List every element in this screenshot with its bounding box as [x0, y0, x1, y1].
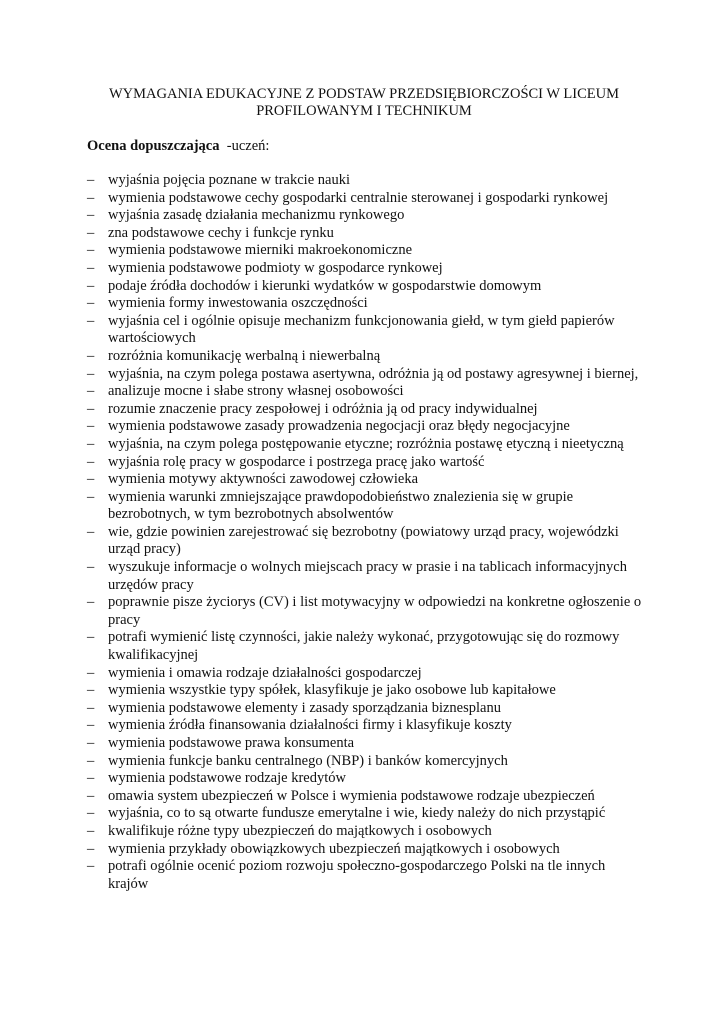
list-item-text: zna podstawowe cechy i funkcje rynku	[108, 224, 334, 241]
list-item-text: wymienia formy inwestowania oszczędności	[108, 295, 368, 312]
dash-bullet: –	[87, 805, 95, 822]
list-item-text: wymienia warunki zmniejszające prawdopodobieństwo znalezienia się w grupie bezrobotnych, w tym bezrobotnych absolwentów	[108, 488, 574, 523]
list-item	[87, 295, 647, 313]
dash-bullet: –	[87, 523, 95, 540]
list-item	[87, 841, 647, 859]
dash-bullet: –	[87, 682, 95, 699]
list-item-text: potrafi ogólnie ocenić poziom rozwoju społeczno-gospodarczego Polski na tle innych krajów	[108, 858, 606, 892]
list-item-text: wyjaśnia cel i ogólnie opisuje mechanizm funkcjonowania giełd, w tym giełd papierów wartościowych	[108, 312, 615, 347]
list-item	[87, 348, 647, 366]
dash-bullet: –	[87, 400, 95, 417]
list-item	[87, 753, 647, 771]
dash-bullet: –	[87, 365, 95, 382]
list-item	[87, 190, 647, 208]
list-item	[87, 436, 647, 454]
list-item	[87, 858, 647, 893]
dash-bullet: –	[87, 822, 95, 839]
dash-bullet: –	[87, 770, 95, 787]
list-item	[87, 489, 647, 524]
document-title	[80, 86, 648, 120]
list-item	[87, 717, 647, 735]
list-item-text: wymienia podstawowe zasady prowadzenia negocjacji oraz błędy negocjacyjne	[108, 418, 570, 435]
list-item-text: wyjaśnia pojęcia poznane w trakcie nauki	[108, 172, 350, 188]
list-item-text: analizuje mocne i słabe strony własnej osobowości	[108, 383, 404, 400]
dash-bullet: –	[87, 435, 95, 452]
list-item	[87, 788, 647, 806]
dash-bullet: –	[87, 840, 95, 857]
list-item	[87, 278, 647, 296]
dash-bullet: –	[87, 787, 95, 804]
dash-bullet: –	[87, 277, 95, 294]
list-item	[87, 471, 647, 489]
requirements-list	[87, 172, 647, 893]
list-item-text: wymienia podstawowe mierniki makroekonomiczne	[108, 242, 413, 259]
dash-bullet: –	[87, 699, 95, 716]
list-item-text: wymienia i omawia rodzaje działalności gospodarczej	[108, 664, 422, 681]
dash-bullet: –	[87, 207, 95, 224]
dash-bullet: –	[87, 189, 95, 206]
list-item-text: podaje źródła dochodów i kierunki wydatków w gospodarstwie domowym	[108, 277, 542, 294]
list-item	[87, 207, 647, 225]
list-item-text: wymienia wszystkie typy spółek, klasyfikuje je jako osobowe lub kapitałowe	[108, 682, 556, 699]
dash-bullet: –	[87, 488, 95, 505]
list-item	[87, 225, 647, 243]
grade-heading	[87, 138, 269, 155]
list-item	[87, 524, 647, 559]
list-item	[87, 418, 647, 436]
dash-bullet: –	[87, 312, 95, 329]
list-item-text: wymienia podstawowe prawa konsumenta	[108, 735, 355, 751]
list-item-text: wymienia podstawowe podmioty w gospodarce rynkowej	[108, 259, 443, 276]
list-item-text: wymienia podstawowe elementy i zasady sporządzania biznesplanu	[108, 699, 501, 716]
list-item-text: potrafi wymienić listę czynności, jakie należy wykonać, przygotowując się do rozmowy kwalifikacyjnej	[108, 629, 620, 664]
list-item-text: wyjaśnia, co to są otwarte fundusze emerytalne i wie, kiedy należy do nich przystąpić	[108, 805, 606, 822]
list-item	[87, 735, 647, 753]
list-item-text: wymienia motywy aktywności zawodowej człowieka	[108, 471, 419, 488]
dash-bullet: –	[87, 347, 95, 364]
list-item-text: rozumie znaczenie pracy zespołowej i odróżnia ją od pracy indywidualnej	[108, 400, 538, 417]
dash-bullet: –	[87, 242, 95, 259]
dash-bullet: –	[87, 418, 95, 435]
dash-bullet: –	[87, 559, 95, 576]
list-item-text: wyjaśnia rolę pracy w gospodarce i postrzega pracę jako wartość	[108, 453, 485, 470]
list-item-text: omawia system ubezpieczeń w Polsce i wymienia podstawowe rodzaje ubezpieczeń	[108, 787, 595, 804]
document-title-line-1: WYMAGANIA EDUKACYJNE Z PODSTAW PRZEDSIĘBIORCZOŚCI W LICEUM	[108, 86, 620, 102]
list-item	[87, 682, 647, 700]
dash-bullet: –	[87, 224, 95, 241]
dash-bullet: –	[87, 172, 95, 188]
list-item-text: kwalifikuje różne typy ubezpieczeń do majątkowych i osobowych	[108, 822, 492, 839]
grade-suffix: -uczeń:	[226, 138, 270, 154]
list-item	[87, 401, 647, 419]
dash-bullet: –	[87, 259, 95, 276]
dash-bullet: –	[87, 471, 95, 488]
list-item-text: wymienia funkcje banku centralnego (NBP) i banków komercyjnych	[108, 752, 508, 769]
dash-bullet: –	[87, 735, 95, 751]
list-item	[87, 665, 647, 683]
list-item-text: wyjaśnia, na czym polega postawa asertywna, odróżnia ją od postawy agresywnej i biernej,	[108, 365, 639, 382]
list-item	[87, 366, 647, 384]
list-item	[87, 700, 647, 718]
list-item	[87, 823, 647, 841]
list-item	[87, 260, 647, 278]
dash-bullet: –	[87, 295, 95, 312]
list-item	[87, 629, 647, 664]
list-item	[87, 594, 647, 629]
list-item	[87, 242, 647, 260]
list-item-text: wymienia podstawowe cechy gospodarki centralnie sterowanej i gospodarki rynkowej	[108, 189, 609, 206]
list-item-text: wyszukuje informacje o wolnych miejscach pracy w prasie i na tablicach informacyjnych urzędów pracy	[108, 559, 627, 593]
dash-bullet: –	[87, 717, 95, 734]
dash-bullet: –	[87, 383, 95, 400]
list-item	[87, 770, 647, 788]
dash-bullet: –	[87, 752, 95, 769]
list-item-text: wyjaśnia zasadę działania mechanizmu rynkowego	[108, 207, 405, 224]
list-item-text: wymienia źródła finansowania działalności firmy i klasyfikuje koszty	[108, 717, 512, 734]
list-item-text: poprawnie pisze życiorys (CV) i list motywacyjny w odpowiedzi na konkretne ogłoszenie o pracy	[108, 594, 642, 628]
list-item	[87, 454, 647, 472]
dash-bullet: –	[87, 629, 95, 646]
list-item	[87, 172, 647, 190]
dash-bullet: –	[87, 858, 95, 875]
list-item-text: wie, gdzie powinien zarejestrować się bezrobotny (powiatowy urząd pracy, wojewódzki urząd pracy)	[108, 523, 619, 558]
document-title-line-2: PROFILOWANYM I TECHNIKUM	[256, 103, 472, 119]
list-item-text: wymienia podstawowe rodzaje kredytów	[108, 770, 346, 787]
list-item-text: wymienia przykłady obowiązkowych ubezpieczeń majątkowych i osobowych	[108, 840, 560, 857]
list-item	[87, 313, 647, 348]
grade-label: Ocena dopuszczająca	[87, 138, 220, 154]
list-item-text: rozróżnia komunikację werbalną i niewerbalną	[108, 347, 381, 364]
list-item	[87, 559, 647, 594]
dash-bullet: –	[87, 664, 95, 681]
list-item	[87, 805, 647, 823]
dash-bullet: –	[87, 453, 95, 470]
list-item	[87, 383, 647, 401]
list-item-text: wyjaśnia, na czym polega postępowanie etyczne; rozróżnia postawę etyczną i nieetyczną	[108, 435, 624, 452]
dash-bullet: –	[87, 594, 95, 611]
